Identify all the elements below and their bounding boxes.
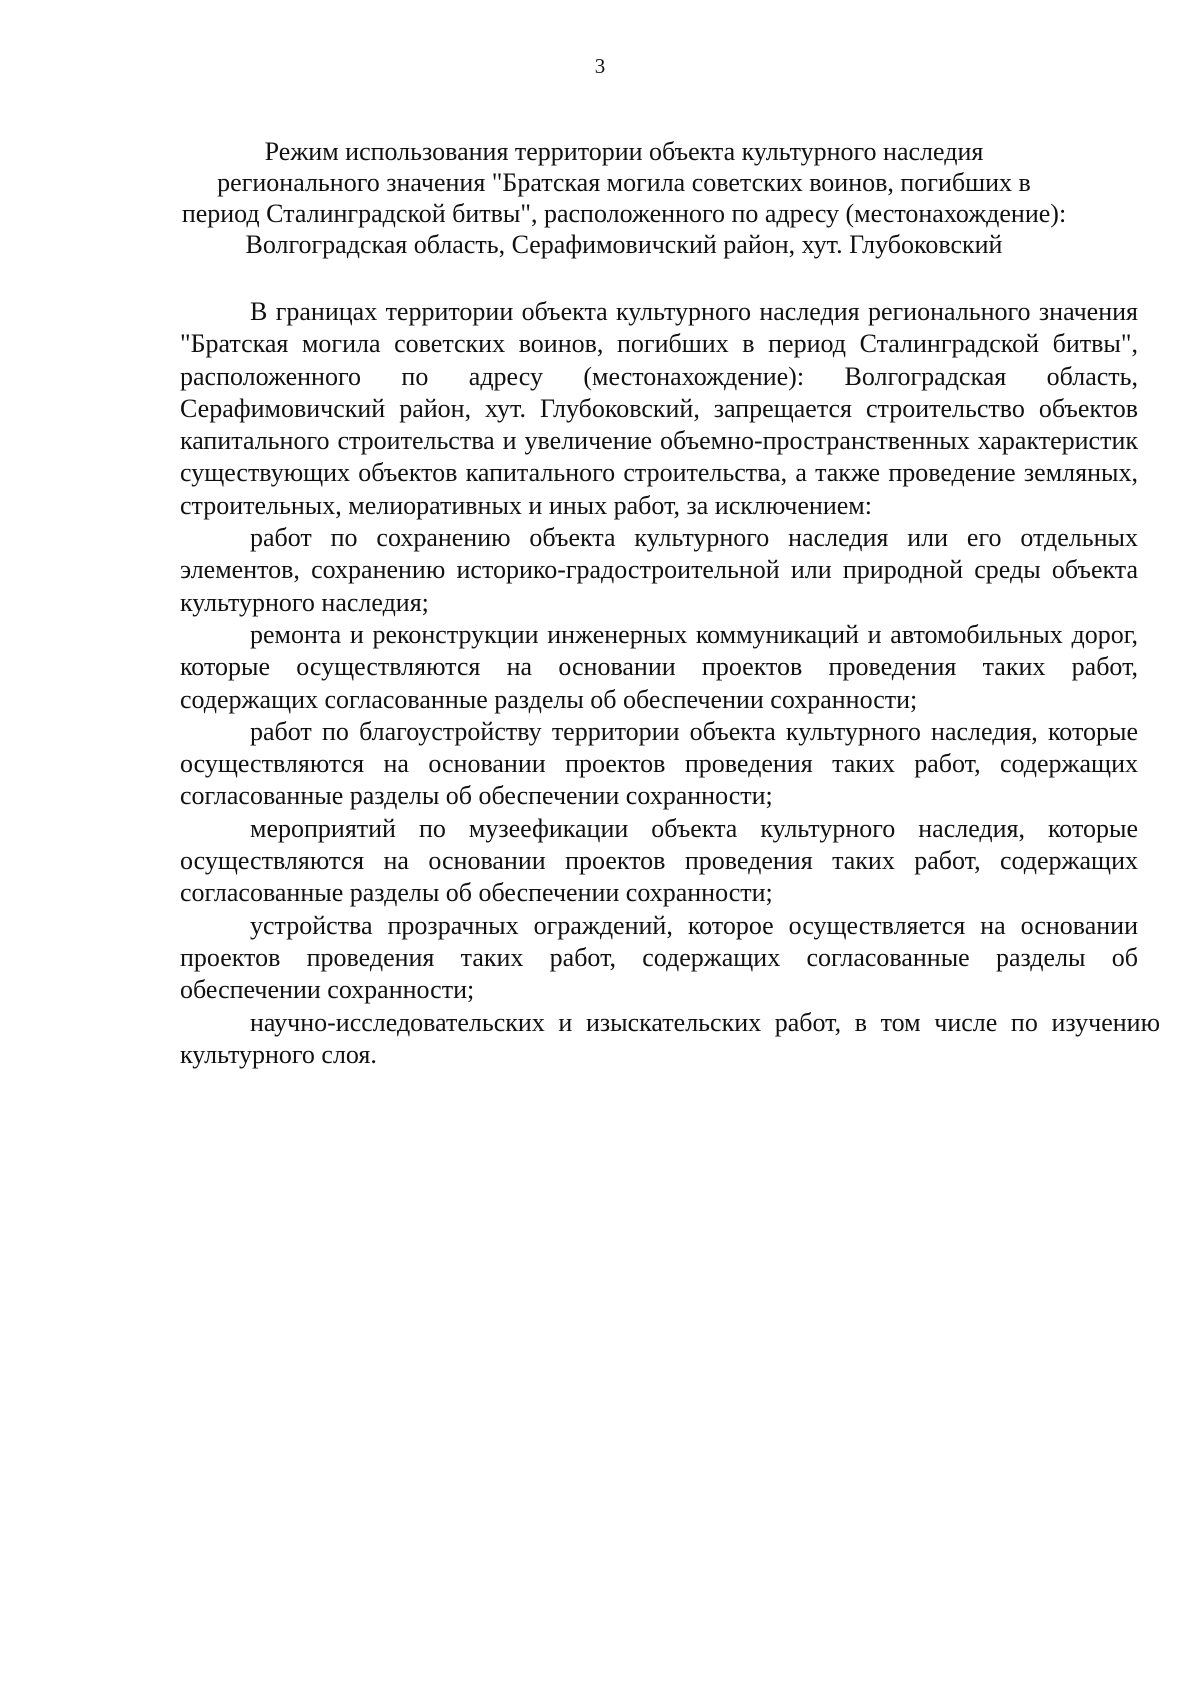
document-body bbox=[180, 296, 1160, 1071]
paragraph-exception-museum: мероприятий по музеефикации объекта культурного наследия, которые осуществляются на основании проектов проведения таких работ, содержащих согласованные разделы об обеспечении сохранности; bbox=[180, 813, 1138, 908]
paragraph-intro: В границах территории объекта культурного наследия регионального значения "Братская могила советских воинов, погибших в период Сталинградской битвы", расположенного по адресу (местонахождение): Волгоградская область, Серафимовичский район, хут. Глубоковский, запрещается строительство объектов капитального строительства и увеличение объемно-пространственных характеристик существующих объектов капитального строительства, а также проведение земляных, строительных, мелиоративных и иных работ, за исключением: bbox=[180, 297, 1138, 520]
title-line: регионального значения "Братская могила советских воинов, погибших в bbox=[217, 168, 1031, 197]
paragraph-exception-landscaping: работ по благоустройству территории объекта культурного наследия, которые осуществляются на основании проектов проведения таких работ, содержащих согласованные разделы об обеспечении сохранности; bbox=[180, 716, 1138, 811]
paragraph-exception-research: научно-исследовательских и изыскательских работ, в том числе по изучению культурного слоя. bbox=[180, 1007, 1160, 1069]
paragraph-exception-fences: устройства прозрачных ограждений, которое осуществляется на основании проектов проведения таких работ, содержащих согласованные разделы об обеспечении сохранности; bbox=[180, 910, 1138, 1005]
title-line: Режим использования территории объекта культурного наследия bbox=[264, 137, 984, 166]
page-number: 3 bbox=[594, 54, 606, 78]
paragraph-exception-repair: ремонта и реконструкции инженерных коммуникаций и автомобильных дорог, которые осуществляются на основании проектов проведения таких работ, содержащих согласованные разделы об обеспечении сохранности; bbox=[180, 619, 1138, 714]
document-title bbox=[150, 136, 1098, 260]
title-line: период Сталинградской битвы", расположенного по адресу (местонахождение): bbox=[181, 199, 1067, 228]
paragraph-exception-preservation: работ по сохранению объекта культурного наследия или его отдельных элементов, сохранению историко-градостроительной или природной среды объекта культурного наследия; bbox=[180, 523, 1138, 617]
title-line: Волгоградская область, Серафимовичский район, хут. Глубоковский bbox=[245, 230, 1003, 259]
